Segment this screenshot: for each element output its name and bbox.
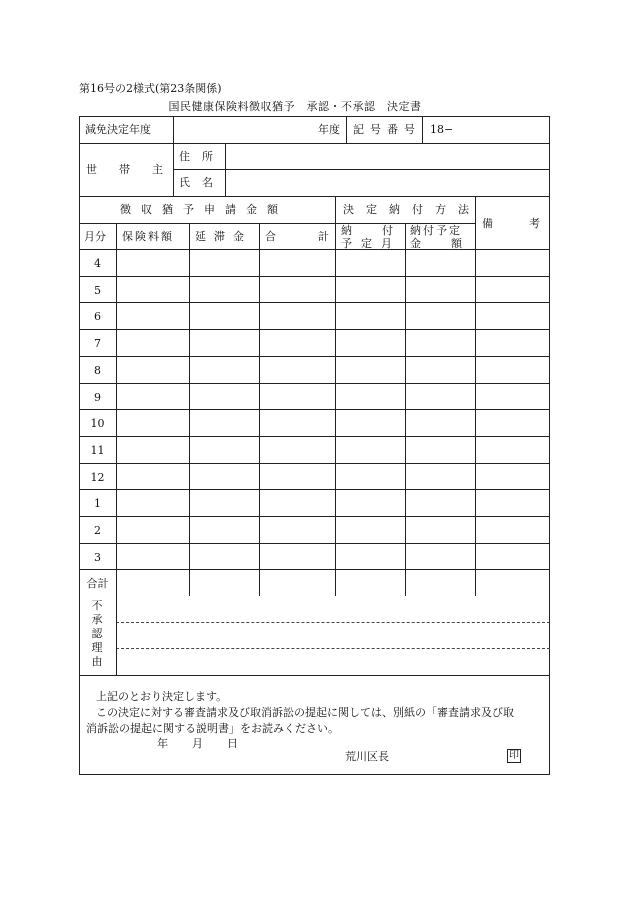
line-v-paymonth xyxy=(405,223,406,596)
application-group-header: 徴収猶予申請金額 xyxy=(120,203,288,216)
line-v-month xyxy=(116,223,117,675)
col-paymonth-header-2: 予定月 xyxy=(341,237,401,250)
month-row-label: 10 xyxy=(90,417,105,430)
notice-line-3: 消訴訟の提起に関する説明書」をお読みください。 xyxy=(86,722,339,735)
reduction-year-label: 減免決定年度 xyxy=(85,123,151,136)
record-number-label: 記号番号 xyxy=(353,123,421,136)
notice-line-1: 上記のとおり決定します。 xyxy=(96,690,228,703)
row-line xyxy=(79,543,550,544)
month-row-label: 8 xyxy=(94,364,101,377)
line-h-bottom-table xyxy=(79,675,550,676)
line-v-payamount xyxy=(475,196,476,596)
month-row-label: 3 xyxy=(94,551,101,564)
row-line xyxy=(79,329,550,330)
col-month-header: 月分 xyxy=(84,230,106,243)
row-line xyxy=(79,569,550,570)
rejection-char-3: 認 xyxy=(91,627,103,640)
month-row-label: 4 xyxy=(94,257,101,270)
dashed-line-1 xyxy=(116,622,550,623)
month-row-label: 2 xyxy=(94,524,101,537)
year-suffix: 年度 xyxy=(318,123,340,136)
line-v-late xyxy=(259,223,260,596)
remarks-header: 備考 xyxy=(482,217,576,230)
month-row-label: 5 xyxy=(94,284,101,297)
line-h-3 xyxy=(79,196,550,197)
col-late-header: 延滞金 xyxy=(195,230,252,243)
col-premium-header: 保険料額 xyxy=(122,230,174,243)
row-line xyxy=(79,489,550,490)
decision-group-header: 決定納付方法 xyxy=(343,203,481,216)
col-payamount-header-2: 金額 xyxy=(410,237,492,250)
line-v-total xyxy=(335,196,336,596)
record-number-value: 18− xyxy=(430,123,454,136)
notice-line-2: この決定に対する審査請求及び取消訴訟の提起に関しては、別紙の「審査請求及び取 xyxy=(96,706,514,719)
notice-year: 年 xyxy=(157,737,168,750)
row-line xyxy=(79,409,550,410)
address-label: 住所 xyxy=(179,150,225,163)
line-h-1 xyxy=(79,143,550,144)
rejection-char-4: 理 xyxy=(91,641,103,654)
line-v-premium xyxy=(189,223,190,596)
issuer-name: 荒川区長 xyxy=(345,750,389,763)
line-v-record xyxy=(422,116,423,143)
month-row-label: 1 xyxy=(94,497,101,510)
document-title-text: 国民健康保険料徴収猶予 承認・不承認 決定書 xyxy=(168,100,422,113)
rejection-char-5: 由 xyxy=(91,655,103,668)
line-v-year xyxy=(346,116,347,143)
col-payamount-header-1: 納付予定 xyxy=(410,224,462,237)
col-paymonth-header-1: 納付 xyxy=(341,224,423,237)
month-row-label: 12 xyxy=(90,471,105,484)
total-row-label: 合計 xyxy=(86,577,109,590)
rejection-char-2: 承 xyxy=(91,613,103,626)
row-line xyxy=(79,276,550,277)
line-h-2 xyxy=(173,169,550,170)
householder-label: 世帯主 xyxy=(86,163,185,176)
seal-mark: 印 xyxy=(509,750,519,761)
row-line xyxy=(79,463,550,464)
line-v-address xyxy=(225,143,226,196)
col-total-header: 合計 xyxy=(265,230,371,243)
document-title xyxy=(0,98,630,114)
month-row-label: 7 xyxy=(94,337,101,350)
dashed-line-2 xyxy=(116,648,550,649)
notice-day: 日 xyxy=(227,737,238,750)
notice-month: 月 xyxy=(192,737,203,750)
month-row-label: 6 xyxy=(94,310,101,323)
row-line xyxy=(79,302,550,303)
line-v-top-label xyxy=(173,116,174,196)
row-line xyxy=(79,436,550,437)
form-number: 第16号の2様式(第23条関係) xyxy=(79,82,222,95)
name-label: 氏名 xyxy=(179,176,225,189)
month-row-label: 11 xyxy=(90,444,105,457)
month-row-label: 9 xyxy=(94,391,101,404)
rejection-char-1: 不 xyxy=(91,599,103,612)
row-line xyxy=(79,516,550,517)
row-line xyxy=(79,383,550,384)
row-line xyxy=(79,356,550,357)
